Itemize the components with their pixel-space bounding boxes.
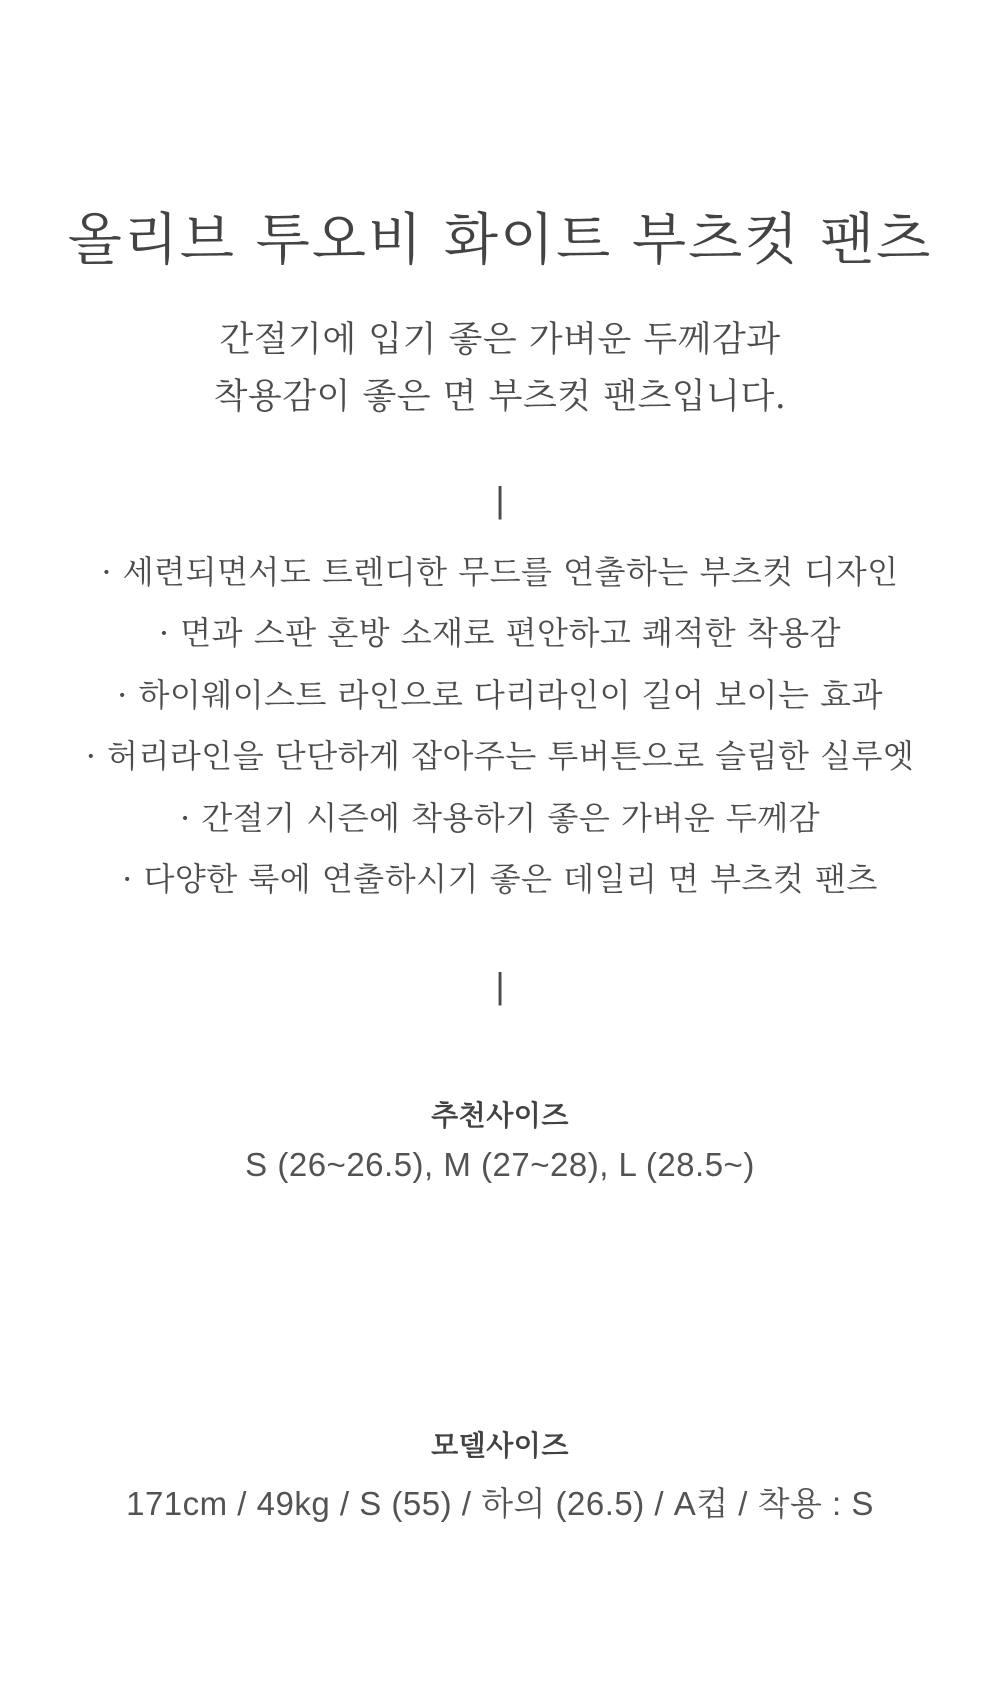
feature-list bbox=[0, 542, 1000, 910]
intro-line-2: 착용감이 좋은 면 부츠컷 팬츠입니다. bbox=[213, 377, 787, 417]
feature-item: · 하이웨이스트 라인으로 다리라인이 길어 보이는 효과 bbox=[117, 675, 883, 714]
product-intro bbox=[0, 312, 1000, 426]
feature-item: · 허리라인을 단단하게 잡아주는 투버튼으로 슬림한 실루엣 bbox=[85, 737, 915, 776]
vertical-bar-divider-bottom: | bbox=[495, 965, 505, 1006]
vertical-bar-divider-top: | bbox=[495, 479, 505, 520]
feature-item: · 다양한 룩에 연출하시기 좋은 데일리 면 부츠컷 팬츠 bbox=[122, 860, 878, 899]
recommended-size-value: S (26~26.5), M (27~28), L (28.5~) bbox=[245, 1146, 755, 1183]
feature-item: · 세련되면서도 트렌디한 무드를 연출하는 부츠컷 디자인 bbox=[101, 553, 899, 591]
model-size-heading: 모델사이즈 bbox=[431, 1430, 569, 1461]
product-title: 올리브 투오비 화이트 부츠컷 팬츠 bbox=[67, 207, 933, 273]
model-size-value: 171cm / 49kg / S (55) / 하의 (26.5) / A컵 / 착용 : S bbox=[126, 1485, 874, 1522]
feature-item: · 면과 스판 혼방 소재로 편안하고 쾌적한 착용감 bbox=[158, 614, 842, 653]
recommended-size-heading: 추천사이즈 bbox=[431, 1100, 569, 1131]
intro-line-1: 간절기에 입기 좋은 가벼운 두께감과 bbox=[219, 320, 781, 360]
feature-item: · 간절기 시즌에 착용하기 좋은 가벼운 두께감 bbox=[179, 798, 821, 837]
